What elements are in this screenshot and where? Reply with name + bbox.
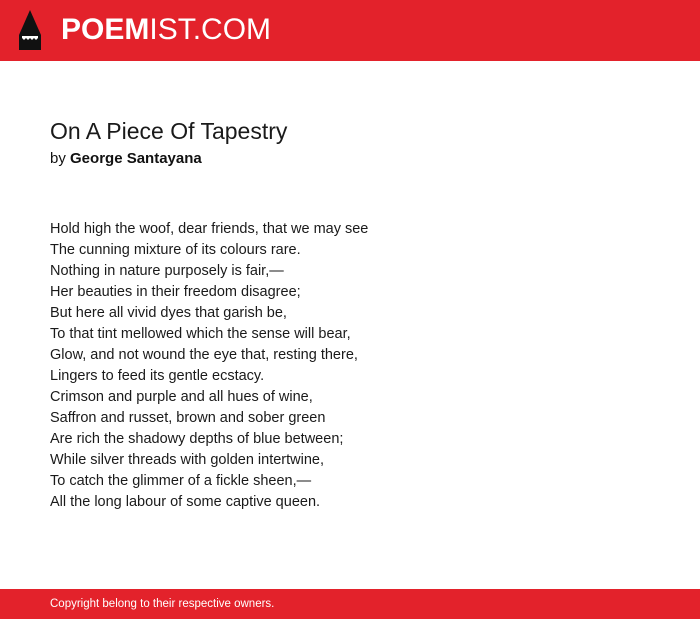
poem-line: All the long labour of some captive queen. (50, 494, 321, 510)
copyright-text: Copyright belong to their respective owners. (50, 598, 275, 610)
poem-title: On A Piece Of Tapestry (50, 118, 288, 144)
poem-author: George Santayana (70, 150, 202, 167)
poem-byline (50, 149, 202, 169)
poem-line: Are rich the shadowy depths of blue between; (50, 431, 344, 447)
site-header (0, 0, 700, 61)
logo-bold-text: POEM (61, 13, 150, 46)
poem-line: Hold high the woof, dear friends, that we may see (50, 221, 369, 237)
poem-line: Saffron and russet, brown and sober green (50, 410, 326, 426)
poem-line: To catch the glimmer of a fickle sheen,— (50, 473, 312, 489)
poem-line: Lingers to feed its gentle ecstacy. (50, 368, 265, 384)
poem-body (50, 219, 670, 513)
pencil-tip-icon[interactable] (18, 9, 42, 51)
poem-line: But here all vivid dyes that garish be, (50, 305, 287, 321)
poem-line: Crimson and purple and all hues of wine, (50, 389, 313, 405)
poem-line: To that tint mellowed which the sense will bear, (50, 326, 351, 342)
poem-line: Nothing in nature purposely is fair,— (50, 263, 284, 279)
poem-line: The cunning mixture of its colours rare. (50, 242, 301, 258)
site-logo[interactable] (61, 12, 271, 48)
poem-line: Glow, and not wound the eye that, resting there, (50, 347, 358, 363)
poem-line: While silver threads with golden intertwine, (50, 452, 325, 468)
site-footer (0, 589, 700, 619)
logo-light-text: IST.COM (149, 13, 272, 46)
poem-line: Her beauties in their freedom disagree; (50, 284, 301, 300)
by-label: by (50, 150, 66, 167)
